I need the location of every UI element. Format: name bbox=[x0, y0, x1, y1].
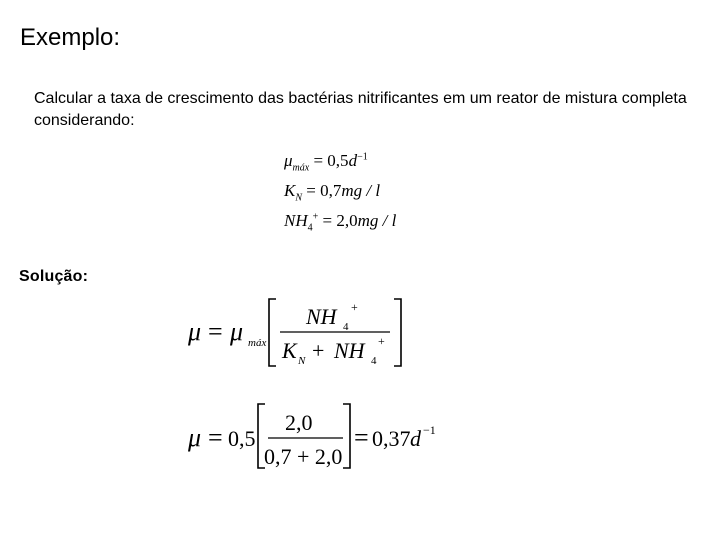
monod-formula bbox=[188, 296, 668, 368]
formula-den-k: K bbox=[282, 338, 297, 363]
left-bracket bbox=[269, 299, 276, 366]
formula-mu: μ bbox=[188, 317, 202, 346]
solution-label: Solução: bbox=[19, 268, 89, 285]
calc-numerator: 2,0 bbox=[285, 410, 313, 435]
formula-numerator: NH bbox=[306, 304, 337, 329]
formula-num-sub: 4 bbox=[343, 321, 349, 333]
calculation-formula bbox=[188, 400, 668, 472]
formula-den-nh-sup: + bbox=[378, 334, 385, 348]
formula-den-k-sub: N bbox=[298, 355, 306, 367]
given-mu-max: $\mu_{máx} = 0,5d^{-1}$ bbox=[284, 151, 368, 174]
page-title: Exemplo: bbox=[20, 24, 121, 51]
problem-statement: Calcular a taxa de crescimento das bactérias nitrificantes em um reator de mistura completa considerando: bbox=[34, 90, 687, 129]
calc-denominator: 0,7 + 2,0 bbox=[264, 444, 343, 469]
calc-coefficient: 0,5 bbox=[228, 426, 256, 451]
calc-unit-exp: −1 bbox=[423, 423, 436, 437]
formula-mu-max-sub: máx bbox=[248, 337, 267, 349]
calc-unit: d bbox=[410, 426, 421, 451]
calc-equals-2: = bbox=[354, 423, 369, 452]
given-values bbox=[284, 146, 396, 236]
formula-equals: = bbox=[208, 317, 223, 346]
formula-den-nh: NH bbox=[334, 338, 365, 363]
right-bracket bbox=[394, 299, 401, 366]
formula-den-plus: + bbox=[312, 338, 325, 363]
formula-num-sup: + bbox=[351, 300, 358, 314]
calc-right-bracket bbox=[343, 404, 350, 468]
calc-mu: μ bbox=[188, 423, 202, 452]
given-kn: $K_N = 0,7mg / l$ bbox=[284, 181, 381, 204]
calc-equals-1: = bbox=[208, 423, 223, 452]
formula-mu-max: μ bbox=[230, 317, 244, 346]
given-nh4: $NH_4^+ = 2,0mg / l$ bbox=[284, 211, 397, 234]
calc-result: 0,37 bbox=[372, 426, 411, 451]
formula-den-nh-sub: 4 bbox=[371, 355, 377, 367]
